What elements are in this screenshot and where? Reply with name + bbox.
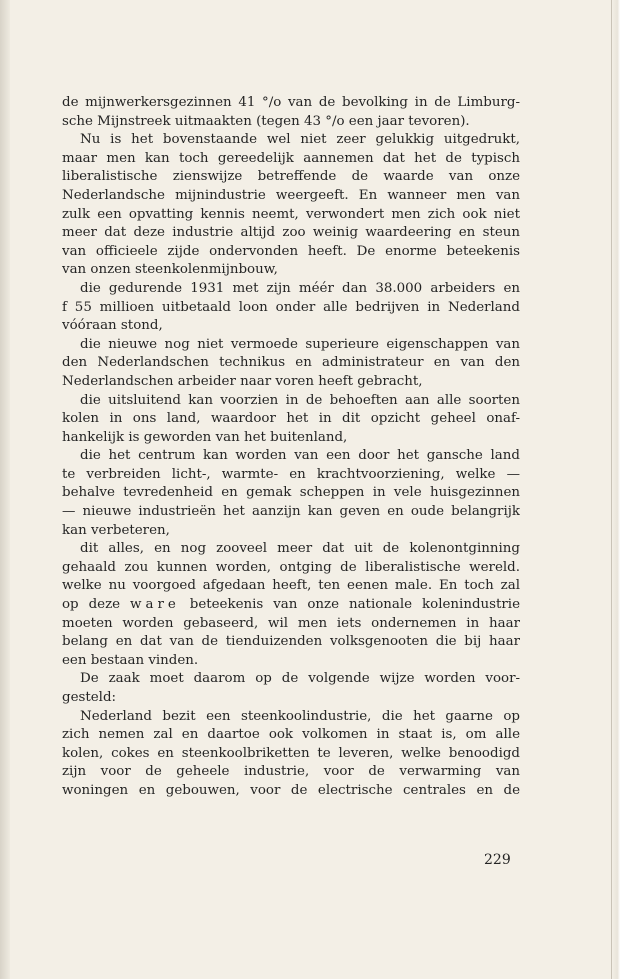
text-line: gehaald zou kunnen worden, ontging de liberalistische wereld. [62, 559, 520, 575]
text-line: van officieele zijde ondervonden heeft. De enorme beteekenis [62, 243, 520, 259]
text-line: Nederland bezit een steenkoolindustrie, die het gaarne op [80, 708, 520, 724]
text-line: die het centrum kan worden van een door het gansche land [80, 448, 520, 464]
text-line: den Nederlandschen technikus en administrateur en van den [62, 355, 520, 371]
text-line: Nu is het bovenstaande wel niet zeer gelukkig uitgedrukt, [80, 132, 520, 148]
text-line: f 55 millioen uitbetaald loon onder alle bedrijven in Nederland [62, 299, 520, 315]
text-segment: beteekenis van onze nationale kolenindustrie [189, 597, 520, 613]
text-line: liberalistische zienswijze betreffende de waarde van onze [62, 169, 520, 185]
text-line: zulk een opvatting kennis neemt, verwondert men zich ook niet [62, 206, 520, 222]
text-line: een bestaan vinden. [62, 652, 199, 668]
text-line: van onzen steenkolenmijnbouw, [62, 262, 278, 278]
text-line: kolen in ons land, waardoor het in dit opzicht geheel onaf- [62, 411, 520, 427]
page-gutter [0, 0, 10, 979]
text-line: dit alles, en nog zooveel meer dat uit de kolenontginning [80, 541, 520, 557]
body-text [62, 94, 520, 801]
text-line: woningen en gebouwen, voor de electrische centrales en de [62, 782, 520, 798]
text-line: die uitsluitend kan voorzien in de behoeften aan alle soorten [80, 392, 520, 408]
text-line: gesteld: [62, 690, 117, 705]
text-line: vóóraan stond, [62, 318, 163, 334]
text-line: Nederlandsche mijnindustrie weergeeft. En wanneer men van [62, 187, 520, 203]
text-line: kolen, cokes en steenkoolbriketten te leveren, welke benoodigd [62, 745, 520, 761]
text-line: maar men kan toch gereedelijk aannemen dat het de typisch [62, 150, 520, 166]
text-line: behalve tevredenheid en gemak scheppen in vele huisgezinnen [62, 485, 520, 501]
text-line: belang en dat van de tienduizenden volksgenooten die bij haar [62, 634, 520, 650]
text-line: De zaak moet daarom op de volgende wijze worden voor- [80, 671, 520, 687]
text-line: — nieuwe industrieën het aanzijn kan geven en oude belangrijk [62, 504, 520, 520]
text-line: moeten worden gebaseerd, wil men iets ondernemen in haar [62, 615, 520, 631]
text-line: die gedurende 1931 met zijn méér dan 38.000 arbeiders en [80, 280, 520, 296]
text-line: te verbreiden licht-, warmte- en krachtvoorziening, welke — [62, 466, 520, 482]
text-line: welke nu voorgoed afgedaan heeft, ten eenen male. En toch zal [62, 578, 520, 594]
text-line: Nederlandschen arbeider naar voren heeft gebracht, [62, 373, 423, 389]
text-line: de mijnwerkersgezinnen 41 °/o van de bevolking in de Limburg- [62, 95, 520, 110]
text-line: zijn voor de geheele industrie, voor de verwarming van [62, 764, 520, 780]
text-line: zich nemen zal en daartoe ook volkomen in staat is, om alle [62, 727, 520, 743]
text-line [62, 596, 520, 615]
text-line: sche Mijnstreek uitmaakten (tegen 43 °/o een jaar tevoren). [62, 113, 470, 129]
text-line: meer dat deze industrie altijd zoo weinig waardeering en steun [62, 225, 520, 241]
page-edge [611, 0, 630, 979]
text-line: hankelijk is geworden van het buitenland, [62, 429, 348, 445]
text-line: kan verbeteren, [62, 522, 170, 538]
emphasized-word: ware [130, 597, 180, 613]
page-number: 229 [484, 852, 511, 868]
text-line: die nieuwe nog niet vermoede superieure eigenschappen van [80, 336, 520, 352]
text-segment: op deze [62, 597, 121, 613]
